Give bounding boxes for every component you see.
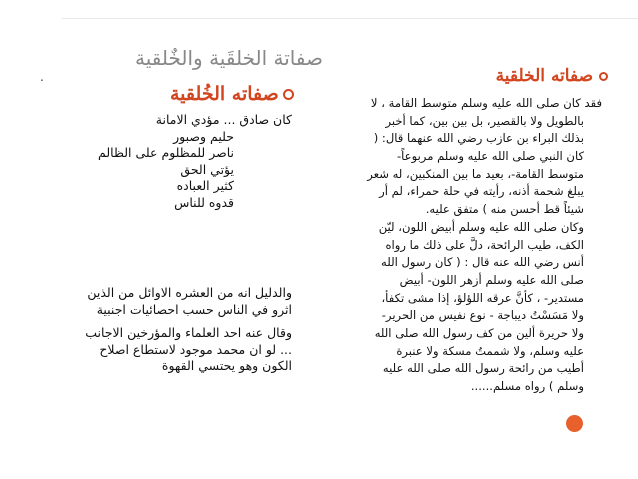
top-divider xyxy=(62,18,638,19)
text-line: بالطويل ولا بالقصير، بل بين بين، كما أخبر xyxy=(385,113,584,128)
text-line: مستدير- ، كأنَّ عرقه اللؤلؤ، إذا مشى تكفأ، xyxy=(381,290,584,305)
text-line: عليه وسلم، ولا شممتُ مسكة ولا عنبرة xyxy=(396,343,584,358)
ring-bullet-icon xyxy=(599,72,608,81)
text-line: متوسط القامة-، بعيد ما بين المنكبين، له شعر xyxy=(367,166,584,181)
text-line: الكون وهو يحتسي القهوة xyxy=(161,358,292,373)
slide-title: صفاتة الخلقَية والخٌلقية xyxy=(135,46,323,70)
text-line: بذلك البراء بن عازب رضي الله عنهما قال: ( xyxy=(373,131,584,146)
text-line: يبلغ شحمة أذنه، رأيته في حلة حمراء، لم أر xyxy=(379,184,584,199)
quote-paragraph xyxy=(22,325,292,375)
list-item: يؤتي الحق xyxy=(180,161,234,177)
text-line: ولا حريرة ألين من كف رسول الله صلى الله xyxy=(374,325,584,340)
list-item: حليم وصبور xyxy=(173,128,234,144)
text-line: وكان صلى الله عليه وسلم أبيض اللون، ليّن xyxy=(378,219,584,234)
text-line: شيئاً قط أحسن منه ) متفق عليه. xyxy=(425,202,584,217)
text-line: وسلم ) رواه مسلم...... xyxy=(470,379,584,393)
orange-circle-icon xyxy=(566,415,583,432)
list-item: كان صادق ... مؤدي الامانة xyxy=(155,112,292,127)
ring-bullet-icon xyxy=(283,89,294,100)
text-line: وقال عنه احد العلماء والمؤرخين الاجانب xyxy=(85,325,292,340)
text-line: اثرو في الناس حسب احصائيات اجنبية xyxy=(96,301,292,317)
right-section-heading xyxy=(496,66,608,86)
text-line: فقد كان صلى الله عليه وسلم متوسط القامة ، لا xyxy=(370,96,602,110)
text-line: أطيب من رائحة رسول الله صلى الله عليه xyxy=(382,361,584,376)
right-heading-text: صفاته الخلقية xyxy=(495,66,593,86)
traits-list xyxy=(22,112,292,211)
text-line: صلى الله عليه وسلم أزهر اللون- أبيض xyxy=(399,272,584,287)
stray-dot: . xyxy=(40,70,44,84)
text-line: أنس رضي الله عنه قال : ( كان رسول الله xyxy=(381,255,584,270)
text-line: ... لو ان محمد موجود لاستطاع اصلاح xyxy=(99,341,292,357)
right-body-text xyxy=(322,95,602,396)
text-line: كان النبي صلى الله عليه وسلم مربوعاً- xyxy=(396,149,584,164)
text-line: ولا مَسَسْتُ ديباجة - نوع نفيس من الحرير- xyxy=(381,308,584,323)
left-heading-text: صفاته الخُلقية xyxy=(170,83,279,105)
left-section-heading xyxy=(170,83,294,105)
list-item: ناصر للمظلوم على الظالم xyxy=(98,145,234,160)
list-item: كثير العباده xyxy=(176,178,234,193)
text-line: والدليل انه من العشره الاوائل من الذين xyxy=(87,285,292,300)
evidence-paragraph xyxy=(22,285,292,318)
text-line: الكف، طيب الرائحة، دلَّ على ذلك ما رواه xyxy=(385,237,584,252)
list-item: قدوه للناس xyxy=(174,194,234,210)
